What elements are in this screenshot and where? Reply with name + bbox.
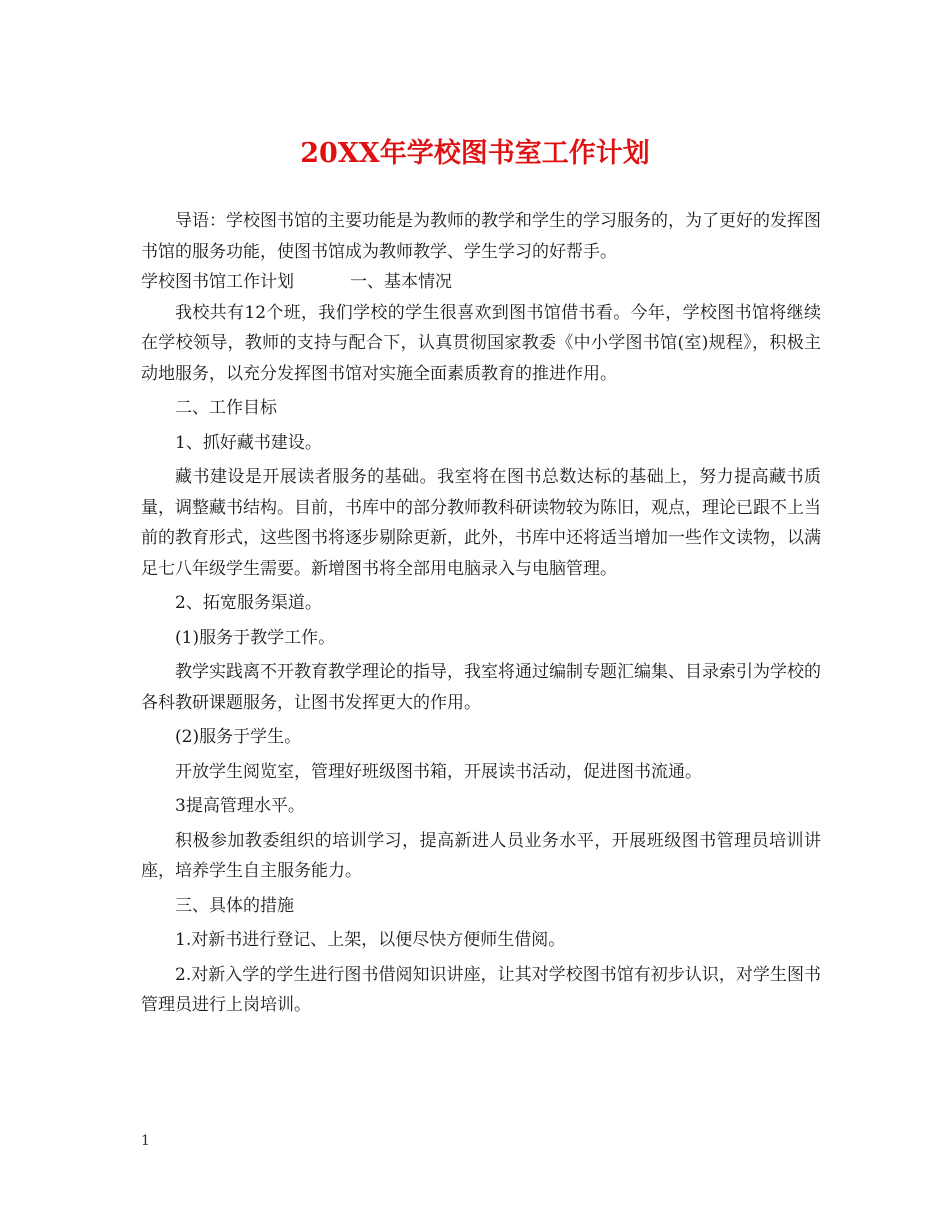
paragraph-service-teaching: 教学实践离不开教育教学理论的指导，我室将通过编制专题汇编集、目录索引为学校的各科教研课题服务，让图书发挥更大的作用。 [141, 662, 821, 713]
section-heading-goals: 二、工作目标 [175, 398, 277, 418]
paragraph-service-students: 开放学生阅览室，管理好班级图书箱，开展读书活动，促进图书流通。 [175, 761, 702, 782]
subheading-service-students: (2)服务于学生。 [175, 727, 302, 747]
paragraph-management: 积极参加教委组织的培训学习，提高新进人员业务水平，开展班级图书管理员培训讲座，培养学生自主服务能力。 [141, 830, 821, 881]
list-item-measure-2: 2.对新入学的学生进行图书借阅知识讲座，让其对学校图书馆有初步认识，对学生图书管理员进行上岗培训。 [141, 964, 821, 1015]
paragraph-basic-situation: 我校共有12个班，我们学校的学生很喜欢到图书馆借书看。今年，学校图书馆将继续在学校领导，教师的支持与配合下，认真贯彻国家教委《中小学图书馆(室)规程》，积极主动地服务，以充分发挥图书馆对实施全面素质教育的推进作用。 [141, 302, 821, 384]
list-item-measure-1: 1.对新书进行登记、上架，以便尽快方便师生借阅。 [175, 930, 566, 950]
plan-label: 学校图书馆工作计划 [141, 272, 294, 292]
subheading-service-teaching: (1)服务于教学工作。 [175, 627, 336, 648]
page-number: 1 [141, 1133, 150, 1149]
document-body [141, 206, 821, 1021]
subheading-collection: 1、抓好藏书建设。 [175, 432, 322, 453]
paragraph-collection: 藏书建设是开展读者服务的基础。我室将在图书总数达标的基础上，努力提高藏书质量，调整藏书结构。目前，书库中的部分教师教科研读物较为陈旧，观点，理论已跟不上当前的教育形式，这些图书将逐步剔除更新，此外，书库中还将适当增加一些作文读物，以满足七八年级学生需要。新增图书将全部用电脑录入与电脑管理。 [141, 467, 821, 579]
subheading-management: 3提高管理水平。 [175, 796, 305, 816]
section-heading-measures: 三、具体的措施 [175, 895, 294, 916]
section-heading-basic: 一、基本情况 [350, 272, 452, 292]
paragraph-heading-basic [141, 267, 821, 298]
subheading-service: 2、拓宽服务渠道。 [175, 593, 322, 613]
document-title: 20XX年学校图书室工作计划 [300, 138, 650, 169]
paragraph-intro: 导语：学校图书馆的主要功能是为教师的教学和学生的学习服务的，为了更好的发挥图书馆的服务功能，使图书馆成为教师教学、学生学习的好帮手。 [141, 211, 821, 262]
